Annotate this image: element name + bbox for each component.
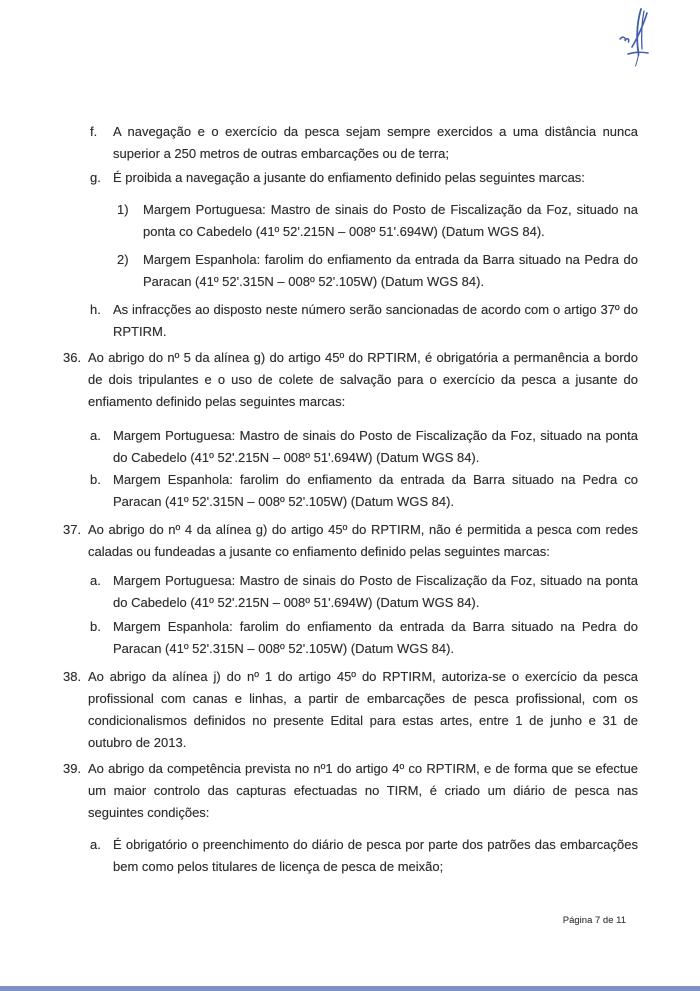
item-text: Ao abrigo do nº 5 da alínea g) do artigo 45º do RPTIRM, é obrigatória a permanência a bordo de dois tripulantes e o uso de colete de salvação para o exercício da pesca a jusante do enfiamento definido pelas seguintes marcas: (88, 350, 638, 409)
item-label: 39. (63, 761, 82, 776)
list-item-37a (90, 570, 638, 614)
item-label: 37. (63, 522, 82, 537)
item-text: A navegação e o exercício da pesca sejam sempre exercidos a uma distância nunca superior a 250 metros de outras embarcações ou de terra; (113, 124, 638, 161)
scan-edge-bar (0, 986, 700, 991)
item-text: Ao abrigo da competência prevista no nº1 do artigo 4º co RPTIRM, e de forma que se efectue um maior controlo das capturas efectuadas no TIRM, é criado um diário de pesca nas seguintes condições: (88, 761, 638, 820)
item-label: a. (90, 837, 101, 852)
list-item-36a (90, 425, 638, 469)
signature-icon (610, 4, 664, 68)
list-item-36 (63, 347, 638, 413)
list-item-37b (90, 616, 638, 660)
list-item-36b (90, 469, 638, 513)
list-item-h (90, 299, 638, 343)
item-text: É proibida a navegação a jusante do enfiamento definido pelas seguintes marcas: (113, 170, 585, 185)
item-label: h. (90, 302, 101, 317)
document-body (63, 121, 638, 878)
item-label: 2) (117, 252, 129, 267)
item-text: Ao abrigo do nº 4 da alínea g) do artigo 45º do RPTIRM, não é permitida a pesca com redes caladas ou fundeadas a jusante co enfiamento definido pelas seguintes marcas: (88, 522, 638, 559)
list-item-39 (63, 758, 638, 824)
item-text: Margem Espanhola: farolim do enfiamento da entrada da Barra situado na Pedra do Paracan (41º 52'.315N – 008º 52'.105W) (Datum WGS 84). (113, 619, 638, 656)
list-item-f (90, 121, 638, 165)
item-label: g. (90, 170, 101, 185)
list-item-g (90, 167, 638, 189)
item-label: b. (90, 472, 101, 487)
list-item-1 (117, 199, 638, 243)
item-text: Margem Espanhola: farolim do enfiamento da entrada da Barra situado na Pedra co Paracan (41º 52'.315N – 008º 52'.105W) (Datum WGS 84). (113, 472, 638, 509)
item-text: Ao abrigo da alínea j) do nº 1 do artigo 45º do RPTIRM, autoriza-se o exercício da pesca profissional com canas e linhas, a partir de embarcações de pesca profissional, com os condicionalismos definidos no presente Edital para estas artes, entre 1 de junho e 31 de outubro de 2013. (88, 669, 638, 750)
item-label: 36. (63, 350, 82, 365)
item-label: a. (90, 428, 101, 443)
item-label: 38. (63, 669, 82, 684)
item-text: Margem Espanhola: farolim do enfiamento da entrada da Barra situado na Pedra do Paracan (41º 52'.315N – 008º 52'.105W) (Datum WGS 84). (143, 252, 638, 289)
page-number: Página 7 de 11 (562, 915, 626, 926)
list-item-2 (117, 249, 638, 293)
item-text: Margem Portuguesa: Mastro de sinais do Posto de Fiscalização da Foz, situado na ponta do Cabedelo (41º 52'.215N – 008º 51'.694W) (Datum WGS 84). (113, 573, 638, 610)
item-text: É obrigatório o preenchimento do diário de pesca por parte dos patrões das embarcações bem como pelos titulares de licença de pesca de meixão; (113, 837, 638, 874)
item-label: a. (90, 573, 101, 588)
item-text: As infracções ao disposto neste número serão sancionadas de acordo com o artigo 37º do RPTIRM. (113, 302, 638, 339)
list-item-38 (63, 666, 638, 754)
item-text: Margem Portuguesa: Mastro de sinais do Posto de Fiscalização da Foz, situado na ponta do Cabedelo (41º 52'.215N – 008º 51'.694W) (Datum WGS 84). (113, 428, 638, 465)
list-item-37 (63, 519, 638, 563)
item-label: 1) (117, 202, 129, 217)
item-label: b. (90, 619, 101, 634)
item-text: Margem Portuguesa: Mastro de sinais do Posto de Fiscalização da Foz, situado na ponta co Cabedelo (41º 52'.215N – 008º 51'.694W) (Datum WGS 84). (143, 202, 638, 239)
list-item-39a (90, 834, 638, 878)
item-label: f. (90, 124, 98, 139)
